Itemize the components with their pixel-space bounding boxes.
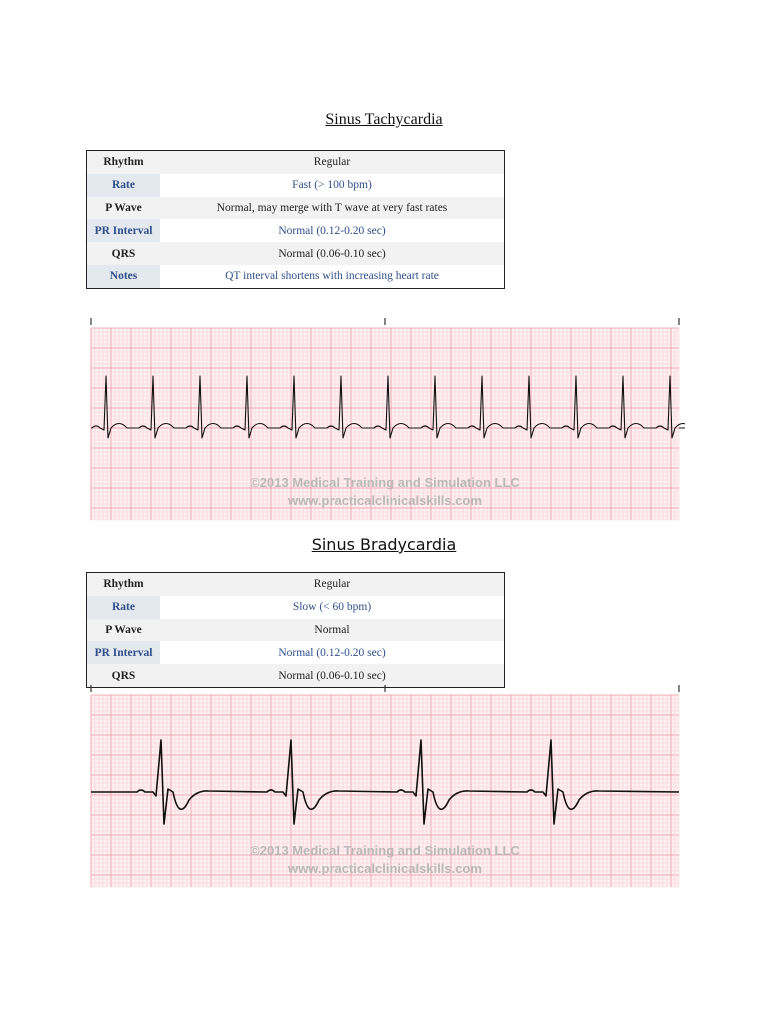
watermark-url: www.practicalclinicalskills.com bbox=[288, 861, 482, 876]
table-row bbox=[87, 596, 505, 619]
row-value: Normal (0.06-0.10 sec) bbox=[160, 242, 505, 265]
watermark-copyright: ©2013 Medical Training and Simulation LLC bbox=[250, 475, 520, 490]
table-row bbox=[87, 641, 505, 664]
watermark-url: www.practicalclinicalskills.com bbox=[288, 493, 482, 508]
section-title-bradycardia: Sinus Bradycardia bbox=[311, 535, 457, 554]
table-row bbox=[87, 265, 505, 288]
tachycardia-criteria-table bbox=[86, 150, 505, 289]
table-row bbox=[87, 573, 505, 596]
bradycardia-criteria-table bbox=[86, 572, 505, 688]
table-row bbox=[87, 174, 505, 197]
ecg-strip-tachycardia bbox=[85, 315, 685, 525]
row-value: QT interval shortens with increasing heart rate bbox=[160, 265, 505, 288]
row-label: Rate bbox=[87, 596, 161, 619]
row-value: Normal, may merge with T wave at very fast rates bbox=[160, 197, 505, 220]
watermark-copyright: ©2013 Medical Training and Simulation LLC bbox=[250, 843, 520, 858]
table-row bbox=[87, 664, 505, 687]
table-row bbox=[87, 242, 505, 265]
row-value: Normal (0.12-0.20 sec) bbox=[160, 641, 505, 664]
table-row bbox=[87, 219, 505, 242]
row-value: Normal (0.12-0.20 sec) bbox=[160, 219, 505, 242]
row-label: QRS bbox=[87, 242, 161, 265]
row-value: Normal bbox=[160, 619, 505, 642]
row-label: P Wave bbox=[87, 619, 161, 642]
table-row bbox=[87, 619, 505, 642]
row-label: PR Interval bbox=[87, 641, 161, 664]
row-label: QRS bbox=[87, 664, 161, 687]
table-row bbox=[87, 197, 505, 220]
row-label: Rhythm bbox=[87, 151, 161, 174]
row-label: PR Interval bbox=[87, 219, 161, 242]
row-value: Regular bbox=[160, 573, 505, 596]
row-value: Normal (0.06-0.10 sec) bbox=[160, 664, 505, 687]
row-label: P Wave bbox=[87, 197, 161, 220]
row-value: Regular bbox=[160, 151, 505, 174]
row-label: Rate bbox=[87, 174, 161, 197]
section-title-tachycardia: Sinus Tachycardia bbox=[325, 111, 443, 128]
table-row bbox=[87, 151, 505, 174]
ecg-strip-bradycardia bbox=[85, 685, 685, 890]
row-value: Fast (> 100 bpm) bbox=[160, 174, 505, 197]
row-label: Rhythm bbox=[87, 573, 161, 596]
row-label: Notes bbox=[87, 265, 161, 288]
row-value: Slow (< 60 bpm) bbox=[160, 596, 505, 619]
